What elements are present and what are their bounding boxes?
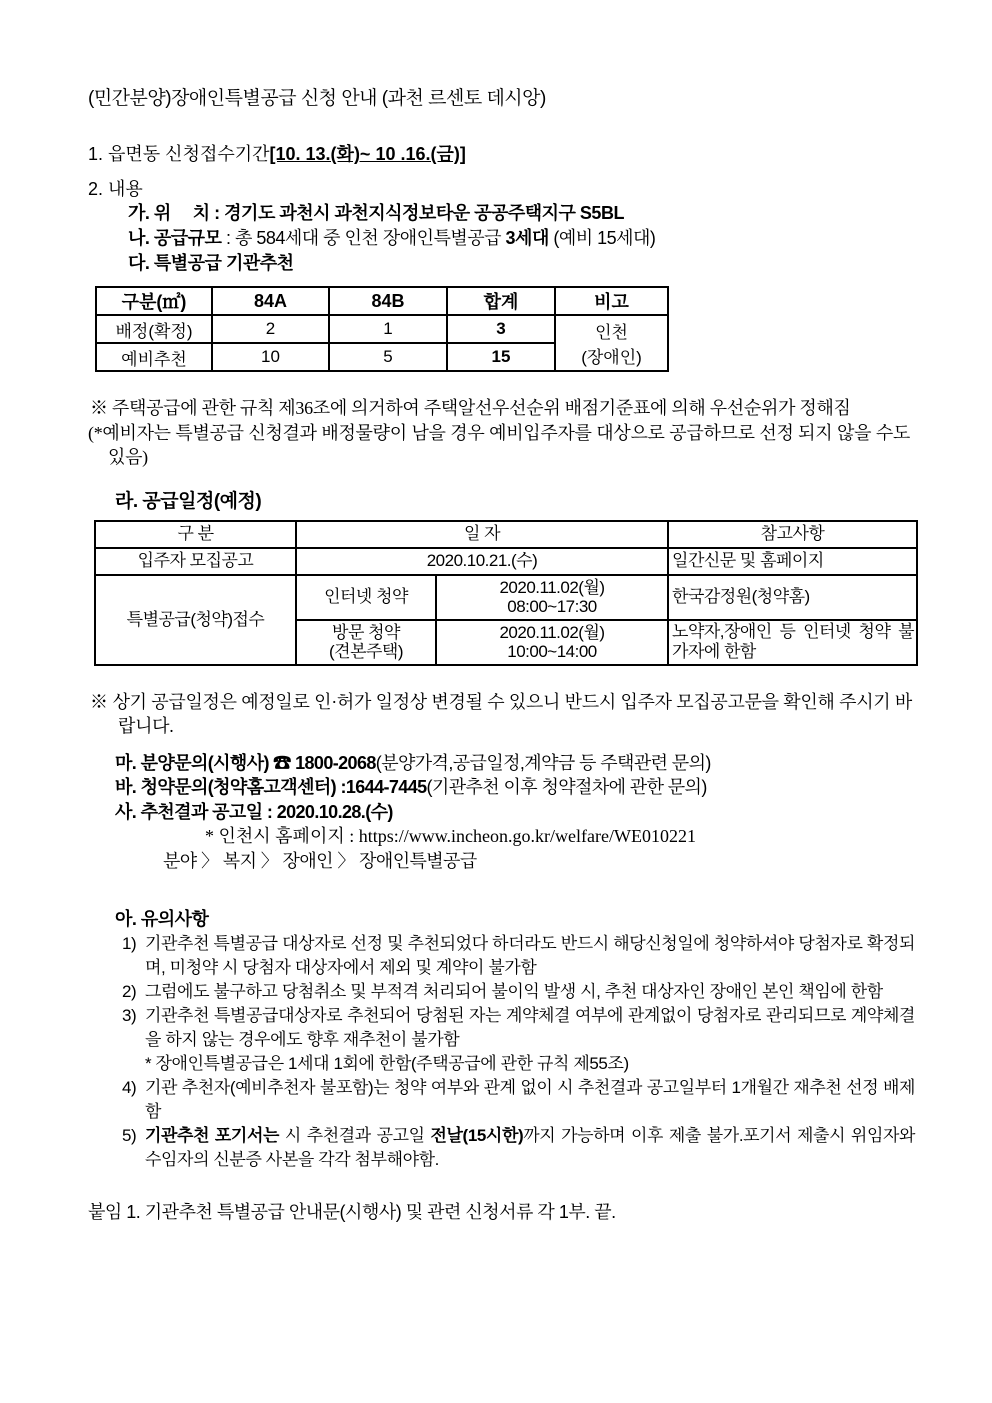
notice-5-mid: 시 추천결과 공고일: [279, 1125, 431, 1145]
notice-5-bold-deadline: 전날(15시한): [430, 1125, 524, 1145]
notice-2-text: 그럼에도 불구하고 당첨취소 및 부적격 처리되어 불이익 발생 시, 추천 대상자인 장애인 본인 책임에 한함: [145, 981, 883, 1001]
schedule-header-note: 참고사항: [668, 521, 917, 548]
item-agency-recommendation: 다. 특별공급 기관추천: [128, 253, 294, 273]
phone-icon: ☎: [273, 752, 291, 773]
section-2-heading: 2. 내용: [88, 179, 143, 199]
allocation-header-category: 구분(㎡): [96, 287, 212, 315]
schedule-internet-note: 한국감정원(청약홈): [668, 575, 917, 620]
schedule-internet-type: 인터넷 청약: [296, 575, 436, 620]
list-item: [115, 1124, 915, 1172]
application-period-label: 1. 읍면동 신청접수기간: [88, 144, 270, 164]
notice-3-subnote: * 장애인특별공급은 1세대 1회에 한함(주택공급에 관한 규칙 제55조): [145, 1053, 629, 1073]
item-supply-scale-mid: : 총 584세대 중 인천 장애인특별공급: [221, 228, 506, 248]
allocation-confirmed-label: 배정(확정): [96, 315, 212, 343]
allocation-reserve-84a: 10: [212, 343, 329, 371]
contact-subscription-detail: (기관추천 이후 청약절차에 관한 문의): [426, 777, 707, 797]
allocation-remark-cell: [555, 315, 668, 371]
section-application-period: [88, 142, 912, 166]
note-schedule-change: ※ 상기 공급일정은 예정일로 인·허가 일정상 변경될 수 있으니 반드시 입주자 모집공고문을 확인해 주시기 바랍니다.: [90, 691, 912, 736]
contact-subscription-inquiry: [115, 775, 912, 800]
table-row: [96, 315, 668, 343]
schedule-group-label: 특별공급(청약)접수: [95, 575, 296, 665]
notice-3-number: 3): [122, 1005, 137, 1025]
attachment-line: 붙임 1. 기관추천 특별공급 안내문(시행사) 및 관련 신청서류 각 1부. 끝.: [88, 1201, 616, 1222]
section-2-items: [88, 201, 912, 276]
notice-1-number: 1): [122, 933, 137, 953]
list-item: [115, 1076, 915, 1124]
notice-2-number: 2): [122, 981, 137, 1001]
allocation-header-row: [96, 287, 668, 315]
allocation-confirmed-total: 3: [447, 315, 555, 343]
application-period-value: [10. 13.(화)~ 10 .16.(금)]: [269, 144, 466, 164]
allocation-table: [95, 286, 669, 372]
item-location: 가. 위 치 : 경기도 과천시 과천지식정보타운 공공주택지구 S5BL: [128, 203, 624, 223]
schedule-visit-time: 10:00~14:00: [507, 642, 597, 661]
schedule-header-date: 일 자: [296, 521, 668, 548]
list-item: [115, 932, 915, 980]
notes-block: [88, 396, 912, 470]
allocation-header-remark: 비고: [555, 287, 668, 315]
website-menu-path: 분야 〉 복지 〉 장애인 〉 장애인특별공급: [163, 851, 477, 871]
website-label: * 인천시 홈페이지 :: [205, 826, 359, 846]
item-supply-scale: [128, 226, 912, 251]
contact-subscription-phone: :1644-7445: [340, 777, 427, 797]
allocation-header-84b: 84B: [329, 287, 447, 315]
schedule-internet-date: 2020.11.02(월): [499, 578, 605, 597]
item-supply-scale-reserve: (예비 15세대): [548, 228, 656, 248]
doc-title: (민간분양)장애인특별공급 신청 안내 (과천 르센토 데시앙): [88, 88, 546, 109]
schedule-visit-datetime: [436, 620, 668, 665]
schedule-announcement-note: 일간신문 및 홈페이지: [668, 548, 917, 575]
allocation-reserve-total: 15: [447, 343, 555, 371]
note-reserve-candidates: (*예비자는 특별공급 신청결과 배정물량이 남을 경우 예비입주자를 대상으로 공급하므로 선정 되지 않을 수도 있음): [88, 422, 910, 467]
schedule-note-block: [88, 690, 912, 739]
contact-result-date: 사. 추천결과 공고일 : 2020.10.28.(수): [115, 801, 393, 822]
schedule-announcement-label: 입주자 모집공고: [95, 548, 296, 575]
contact-sales-phone: 1800-2068: [290, 752, 376, 773]
notice-3-text: [145, 1004, 915, 1076]
table-row: [95, 548, 917, 575]
note-priority-rule: ※ 주택공급에 관한 규칙 제36조에 의거하여 주택알선우선순위 배점기준표에 의해 우선순위가 정해짐: [90, 398, 851, 418]
list-item: [115, 1004, 915, 1076]
notices-section: [115, 906, 915, 1172]
schedule-announcement-date: 2020.10.21.(수): [296, 548, 668, 575]
schedule-visit-type: [296, 620, 436, 665]
allocation-header-total: 합계: [447, 287, 555, 315]
notice-5-tail: 까지 가능하며 이후 제출 불가.포기서 제출시 위임자와 수임자의 신분증 사본을 각각 첨부해야함.: [145, 1125, 916, 1169]
contact-sales-detail: (분양가격,공급일정,계약금 등 주택관련 문의): [375, 752, 711, 773]
schedule-header-category: 구 분: [95, 521, 296, 548]
notice-5-number: 5): [122, 1125, 137, 1145]
schedule-visit-type-line1: 방문 청약: [332, 623, 400, 642]
schedule-table: [94, 520, 918, 666]
contact-sales-inquiry: [115, 751, 912, 776]
notice-5-bold-waiver: 기관추천 포기서는: [145, 1125, 280, 1145]
notice-5-text: [145, 1124, 915, 1172]
schedule-header-row: [95, 521, 917, 548]
allocation-confirmed-84a: 2: [212, 315, 329, 343]
item-supply-scale-count: 3세대: [505, 228, 549, 248]
list-item: [115, 980, 915, 1004]
schedule-internet-datetime: [436, 575, 668, 620]
notice-1-text: 기관추천 특별공급 대상자로 선정 및 추천되었다 하더라도 반드시 해당신청일에 청약하셔야 당첨자로 확정되며, 미청약 시 당첨자 대상자에서 제외 및 계약이 불가함: [145, 933, 915, 977]
notice-4-text: 기관 추천자(예비추천자 불포함)는 청약 여부와 관계 없이 시 추천결과 공고일부터 1개월간 재추천 선정 배제함: [145, 1077, 915, 1121]
schedule-internet-time: 08:00~17:30: [507, 597, 597, 616]
contact-subscription-label: 바. 청약문의(청약홈고객센터): [115, 777, 341, 797]
contacts-section: [115, 751, 912, 874]
schedule-visit-type-line2: (견본주택): [328, 642, 403, 661]
schedule-visit-date: 2020.11.02(월): [499, 623, 605, 642]
website-url-link[interactable]: https://www.incheon.go.kr/welfare/WE010221: [358, 826, 696, 846]
schedule-visit-note: 노약자,장애인 등 인터넷 청약 불가자에 한함: [668, 620, 917, 665]
website-line: [205, 824, 912, 849]
allocation-reserve-84b: 5: [329, 343, 447, 371]
notice-3-main: 기관추천 특별공급대상자로 추천되어 당첨된 자는 계약체결 여부에 관계없이 당첨자로 관리되므로 계약체결을 하지 않는 경우에도 향후 재추천이 불가함: [145, 1005, 915, 1049]
table-row: [95, 575, 917, 620]
contact-sales-label: 마. 분양문의(시행사): [115, 752, 274, 773]
schedule-heading: 라. 공급일정(예정): [115, 490, 262, 512]
notices-heading: 아. 유의사항: [115, 908, 209, 929]
allocation-remark-target: (장애인): [581, 348, 642, 367]
allocation-reserve-label: 예비추천: [96, 343, 212, 371]
allocation-confirmed-84b: 1: [329, 315, 447, 343]
allocation-header-84a: 84A: [212, 287, 329, 315]
item-supply-scale-label: 나. 공급규모: [128, 228, 222, 248]
allocation-remark-region: 인천: [595, 323, 628, 342]
notice-4-number: 4): [122, 1077, 137, 1097]
